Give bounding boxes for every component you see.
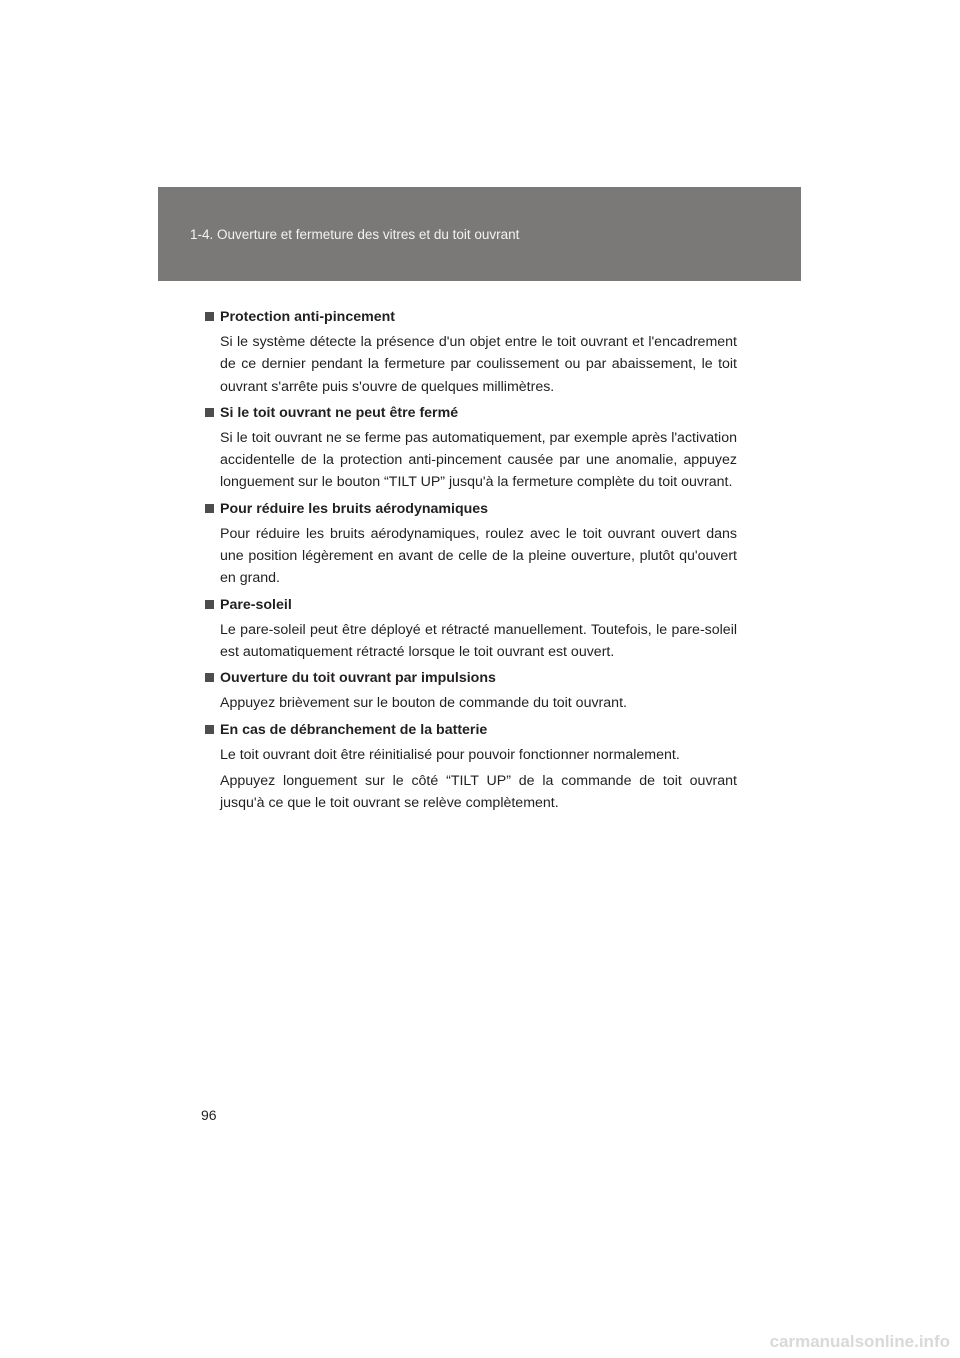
section-sunshade: [205, 594, 737, 664]
section-heading-text: Protection anti-pincement: [220, 309, 395, 325]
square-bullet-icon: [205, 408, 214, 417]
section-paragraph: Le pare-soleil peut être déployé et rétracté manuellement. Toutefois, le pare-soleil est automatiquement rétracté lorsque le toit ouvrant est ouvert.: [220, 621, 737, 660]
section-paragraph: Pour réduire les bruits aérodynamiques, roulez avec le toit ouvrant ouvert dans une position légèrement en avant de celle de la pleine ouverture, plutôt qu'ouvert en grand.: [220, 525, 737, 587]
section-anti-pinch: [205, 306, 737, 398]
section-wind-noise: [205, 498, 737, 590]
section-heading-text: En cas de débranchement de la batterie: [220, 721, 488, 738]
section-paragraph: Appuyez longuement sur le côté “TILT UP” de la commande de toit ouvrant jusqu'à ce que le toit ouvrant se relève complètement.: [220, 772, 737, 812]
page-content: [205, 306, 737, 818]
chapter-header-band: [158, 187, 801, 281]
section-cannot-close: [205, 402, 737, 494]
square-bullet-icon: [205, 725, 214, 734]
section-heading: [205, 402, 737, 424]
square-bullet-icon: [205, 312, 214, 321]
section-paragraph: Appuyez brièvement sur le bouton de commande du toit ouvrant.: [220, 695, 627, 712]
square-bullet-icon: [205, 600, 214, 609]
section-heading: [205, 667, 737, 689]
section-paragraph: Si le système détecte la présence d'un objet entre le toit ouvrant et l'encadrement de ce dernier pendant la fermeture par coulissement ou par abaissement, le toit ouvrant s'arrête puis s'ouvre de quelques millimètres.: [220, 334, 737, 395]
section-heading-text: Ouverture du toit ouvrant par impulsions: [220, 670, 496, 687]
section-heading: [205, 306, 737, 328]
page-number: 96: [201, 1107, 217, 1123]
square-bullet-icon: [205, 504, 214, 513]
section-heading-text: Pare-soleil: [220, 596, 292, 613]
section-battery-disconnect: [205, 719, 737, 815]
section-heading-text: Pour réduire les bruits aérodynamiques: [220, 500, 489, 517]
watermark-link[interactable]: carmanualsonline.info: [769, 1332, 950, 1351]
section-paragraph: Si le toit ouvrant ne se ferme pas automatiquement, par exemple après l'activation accidentelle de la protection anti-pincement causée par une anomalie, appuyez longuement sur le bouton “TILT UP” jusqu'à la fermeture complète du toit ouvrant.: [220, 429, 737, 491]
section-one-touch: [205, 667, 737, 714]
section-heading: [205, 719, 737, 741]
section-heading: [205, 498, 737, 520]
chapter-title: 1-4. Ouverture et fermeture des vitres et du toit ouvrant: [190, 227, 520, 242]
section-heading-text: Si le toit ouvrant ne peut être fermé: [220, 404, 459, 421]
square-bullet-icon: [205, 673, 214, 682]
section-heading: [205, 594, 737, 616]
section-paragraph: Le toit ouvrant doit être réinitialisé pour pouvoir fonctionner normalement.: [220, 746, 680, 763]
